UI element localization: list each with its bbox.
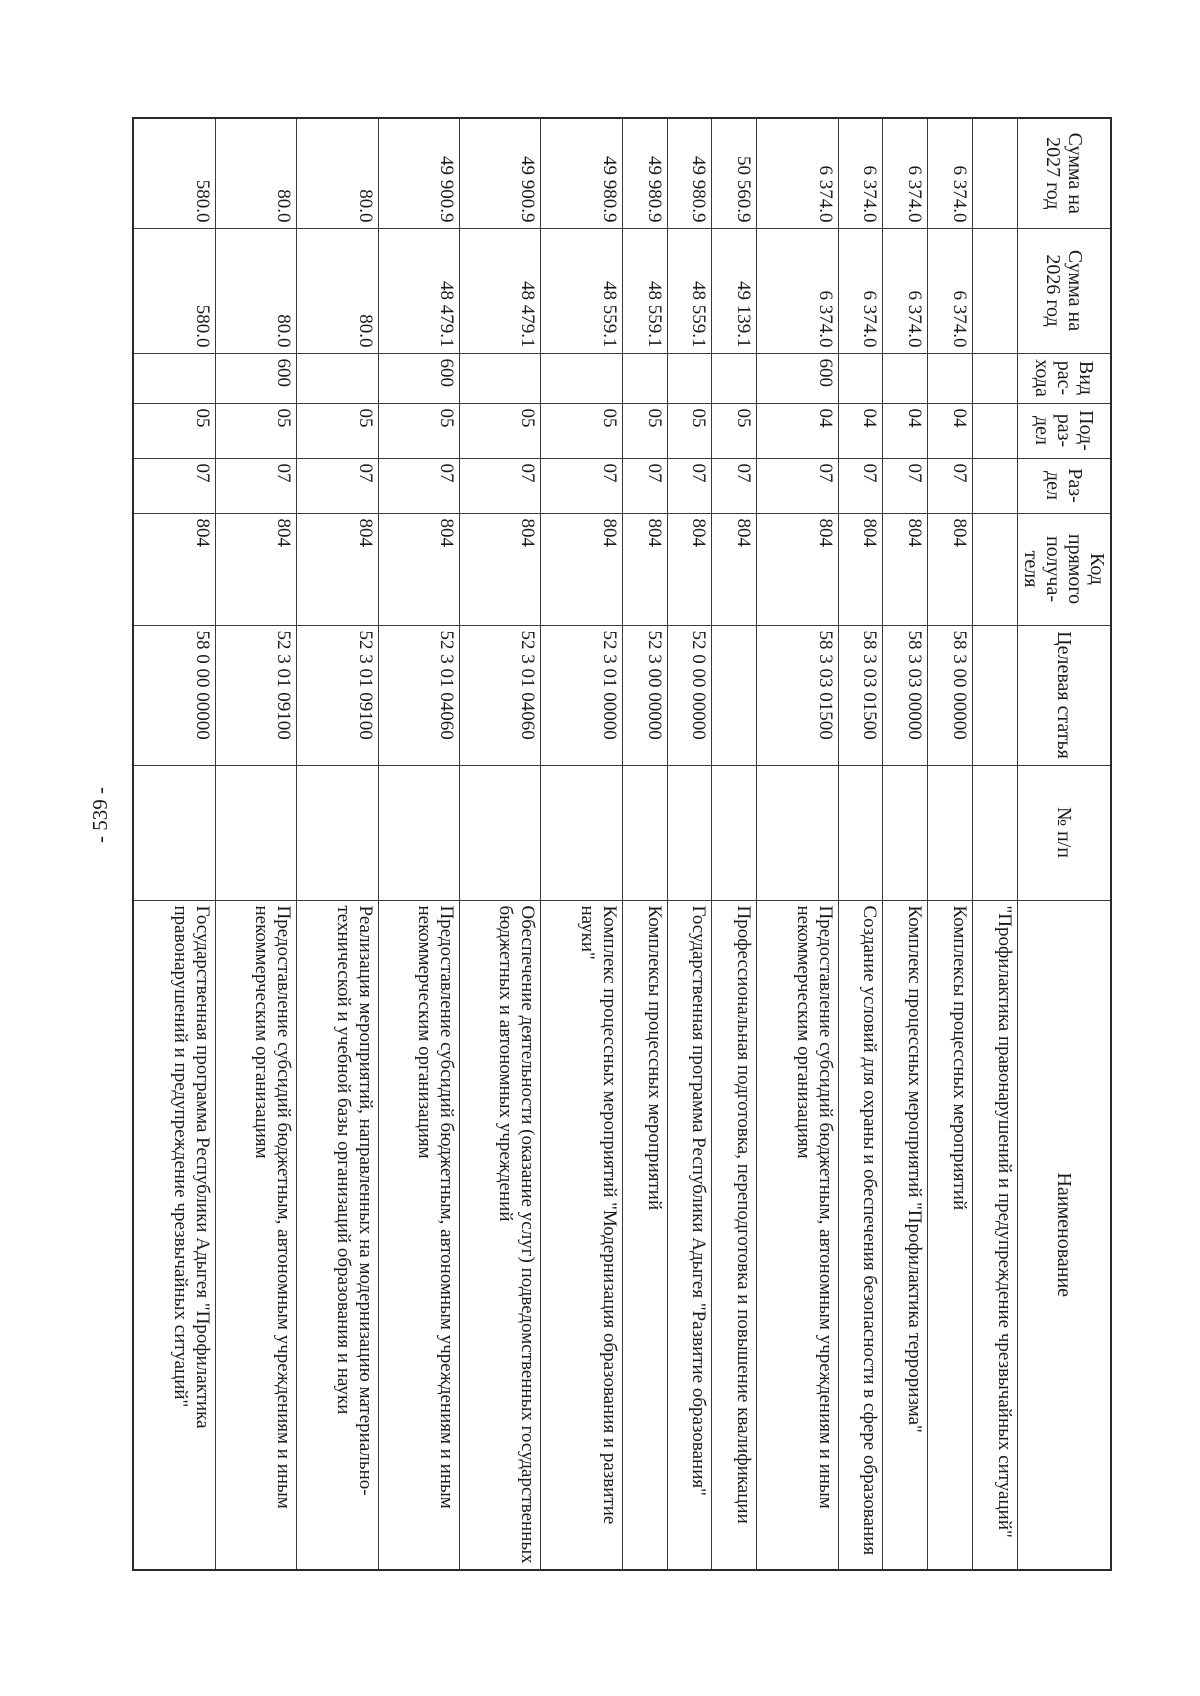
table-row: [622, 118, 667, 1570]
cell-section: 07: [378, 458, 459, 513]
cell-row-number: [133, 765, 215, 900]
cell-sum-2026: 48 479.1: [378, 228, 459, 353]
cell-name: Предоставление субсидий бюджетным, автономным учреждениям и иным некоммерческим организациям: [215, 900, 296, 1570]
cell-section: 07: [928, 458, 973, 513]
cell-sum-2027: 80.0: [215, 118, 296, 228]
cell-subsection: 05: [215, 403, 296, 458]
cell-sum-2026: [973, 228, 1018, 353]
cell-expense-type: [622, 353, 667, 403]
cell-sum-2027: 49 980.9: [667, 118, 712, 228]
cell-expense-type: [667, 353, 712, 403]
cell-recipient-code: 804: [133, 513, 215, 625]
cell-target-article: 52 3 01 09100: [215, 625, 296, 765]
cell-section: 07: [215, 458, 296, 513]
cell-expense-type: 600: [378, 353, 459, 403]
cell-sum-2027: 6 374.0: [838, 118, 883, 228]
header-row-number: № п/п: [1018, 765, 1112, 900]
table-row: [838, 118, 883, 1570]
cell-sum-2026: 580.0: [133, 228, 215, 353]
cell-section: 07: [838, 458, 883, 513]
cell-sum-2026: 80.0: [297, 228, 378, 353]
table-row: [712, 118, 757, 1570]
cell-subsection: 05: [712, 403, 757, 458]
cell-subsection: 05: [667, 403, 712, 458]
cell-row-number: [838, 765, 883, 900]
cell-recipient-code: 804: [928, 513, 973, 625]
cell-recipient-code: 804: [297, 513, 378, 625]
budget-table-container: [132, 117, 1112, 1569]
cell-sum-2026: 6 374.0: [883, 228, 928, 353]
cell-sum-2027: 49 980.9: [541, 118, 622, 228]
cell-row-number: [757, 765, 838, 900]
cell-name: "Профилактика правонарушений и предупреждение чрезвычайных ситуаций": [973, 900, 1018, 1570]
cell-section: 07: [667, 458, 712, 513]
cell-expense-type: [459, 353, 540, 403]
table-row: [378, 118, 459, 1570]
cell-sum-2026: 49 139.1: [712, 228, 757, 353]
cell-name: Комплексы процессных мероприятий: [928, 900, 973, 1570]
cell-subsection: 05: [378, 403, 459, 458]
cell-subsection: 04: [838, 403, 883, 458]
cell-section: 07: [541, 458, 622, 513]
cell-expense-type: [928, 353, 973, 403]
cell-row-number: [378, 765, 459, 900]
cell-subsection: 05: [541, 403, 622, 458]
cell-target-article: 52 0 00 00000: [667, 625, 712, 765]
table-row: [667, 118, 712, 1570]
cell-expense-type: [297, 353, 378, 403]
cell-recipient-code: 804: [622, 513, 667, 625]
header-target-article: Целевая статья: [1018, 625, 1112, 765]
cell-row-number: [459, 765, 540, 900]
cell-name: Государственная программа Республики Адыгея "Профилактика правонарушений и предупреждение чрезвычайных ситуаций": [133, 900, 215, 1570]
cell-name: Комплекс процессных мероприятий "Профилактика терроризма": [883, 900, 928, 1570]
cell-sum-2026: 6 374.0: [928, 228, 973, 353]
cell-sum-2026: 80.0: [215, 228, 296, 353]
cell-sum-2027: 6 374.0: [928, 118, 973, 228]
table-row: [133, 118, 215, 1570]
header-subsection: Под- раз- дел: [1018, 403, 1112, 458]
table-row: [883, 118, 928, 1570]
table-body: [133, 118, 1018, 1570]
header-name: Наименование: [1018, 900, 1112, 1570]
table-row: [757, 118, 838, 1570]
cell-row-number: [541, 765, 622, 900]
cell-sum-2027: 49 980.9: [622, 118, 667, 228]
cell-subsection: 05: [297, 403, 378, 458]
cell-target-article: 52 3 01 04060: [459, 625, 540, 765]
cell-subsection: 05: [459, 403, 540, 458]
cell-row-number: [297, 765, 378, 900]
cell-target-article: [973, 625, 1018, 765]
cell-row-number: [883, 765, 928, 900]
cell-recipient-code: 804: [883, 513, 928, 625]
cell-subsection: 05: [622, 403, 667, 458]
page-number: - 539 -: [88, 787, 112, 843]
cell-sum-2026: 48 559.1: [541, 228, 622, 353]
cell-sum-2027: [973, 118, 1018, 228]
cell-subsection: 05: [133, 403, 215, 458]
cell-sum-2026: 48 479.1: [459, 228, 540, 353]
cell-target-article: 58 3 03 00000: [883, 625, 928, 765]
cell-recipient-code: 804: [378, 513, 459, 625]
cell-expense-type: [133, 353, 215, 403]
cell-name: Предоставление субсидий бюджетным, автономным учреждениям и иным некоммерческим организациям: [757, 900, 838, 1570]
cell-sum-2026: 48 559.1: [622, 228, 667, 353]
cell-subsection: 04: [883, 403, 928, 458]
header-recipient-code: Код прямого получа- теля: [1018, 513, 1112, 625]
cell-subsection: 04: [928, 403, 973, 458]
cell-name: Реализация мероприятий, направленных на модернизацию материально-технической и учебной базы организаций образования и науки: [297, 900, 378, 1570]
header-sum-2026: Сумма на 2026 год: [1018, 228, 1112, 353]
cell-name: Предоставление субсидий бюджетным, автономным учреждениям и иным некоммерческим организациям: [378, 900, 459, 1570]
cell-recipient-code: 804: [712, 513, 757, 625]
table-row: [541, 118, 622, 1570]
cell-expense-type: [541, 353, 622, 403]
cell-subsection: 04: [757, 403, 838, 458]
cell-recipient-code: 804: [459, 513, 540, 625]
cell-section: 07: [622, 458, 667, 513]
table-row: [973, 118, 1018, 1570]
cell-sum-2026: 48 559.1: [667, 228, 712, 353]
cell-target-article: 52 3 01 04060: [378, 625, 459, 765]
cell-name: Обеспечение деятельности (оказание услуг) подведомственных государственных бюджетных и автономных учреждений: [459, 900, 540, 1570]
cell-expense-type: [883, 353, 928, 403]
cell-expense-type: [712, 353, 757, 403]
cell-expense-type: [973, 353, 1018, 403]
cell-recipient-code: 804: [757, 513, 838, 625]
cell-name: Профессиональная подготовка, переподготовка и повышение квалификации: [712, 900, 757, 1570]
cell-subsection: [973, 403, 1018, 458]
table-row: [297, 118, 378, 1570]
cell-target-article: 58 3 03 01500: [757, 625, 838, 765]
cell-recipient-code: 804: [838, 513, 883, 625]
cell-row-number: [928, 765, 973, 900]
cell-row-number: [215, 765, 296, 900]
cell-target-article: 58 0 00 00000: [133, 625, 215, 765]
cell-target-article: 58 3 00 00000: [928, 625, 973, 765]
cell-section: [973, 458, 1018, 513]
cell-section: 07: [712, 458, 757, 513]
cell-sum-2027: 49 900.9: [459, 118, 540, 228]
cell-recipient-code: [973, 513, 1018, 625]
cell-target-article: 52 3 01 09100: [297, 625, 378, 765]
cell-recipient-code: 804: [667, 513, 712, 625]
cell-recipient-code: 804: [541, 513, 622, 625]
cell-expense-type: 600: [215, 353, 296, 403]
cell-target-article: 52 3 00 00000: [622, 625, 667, 765]
cell-sum-2027: 6 374.0: [883, 118, 928, 228]
cell-name: Государственная программа Республики Адыгея "Развитие образования": [667, 900, 712, 1570]
cell-sum-2027: 50 560.9: [712, 118, 757, 228]
cell-sum-2027: 80.0: [297, 118, 378, 228]
header-sum-2027: Сумма на 2027 год: [1018, 118, 1112, 228]
cell-expense-type: 600: [757, 353, 838, 403]
table-row: [928, 118, 973, 1570]
cell-name: Комплекс процессных мероприятий "Модернизация образования и развитие науки": [541, 900, 622, 1570]
cell-target-article: 52 3 01 00000: [541, 625, 622, 765]
cell-row-number: [973, 765, 1018, 900]
cell-section: 07: [883, 458, 928, 513]
cell-row-number: [622, 765, 667, 900]
cell-sum-2027: 580.0: [133, 118, 215, 228]
cell-expense-type: [838, 353, 883, 403]
cell-section: 07: [133, 458, 215, 513]
table-row: [215, 118, 296, 1570]
cell-recipient-code: 804: [215, 513, 296, 625]
header-section: Раз- дел: [1018, 458, 1112, 513]
cell-row-number: [712, 765, 757, 900]
header-expense-type: Вид рас- хода: [1018, 353, 1112, 403]
cell-sum-2027: 6 374.0: [757, 118, 838, 228]
cell-target-article: 58 3 03 01500: [838, 625, 883, 765]
cell-sum-2026: 6 374.0: [838, 228, 883, 353]
cell-sum-2027: 49 900.9: [378, 118, 459, 228]
cell-name: Создание условий для охраны и обеспечения безопасности в сфере образования: [838, 900, 883, 1570]
cell-name: Комплексы процессных мероприятий: [622, 900, 667, 1570]
cell-section: 07: [297, 458, 378, 513]
cell-section: 07: [459, 458, 540, 513]
cell-target-article: [712, 625, 757, 765]
table-header-row: [1018, 118, 1112, 1570]
table-row: [459, 118, 540, 1570]
budget-table: [132, 117, 1112, 1571]
cell-section: 07: [757, 458, 838, 513]
cell-sum-2026: 6 374.0: [757, 228, 838, 353]
cell-row-number: [667, 765, 712, 900]
